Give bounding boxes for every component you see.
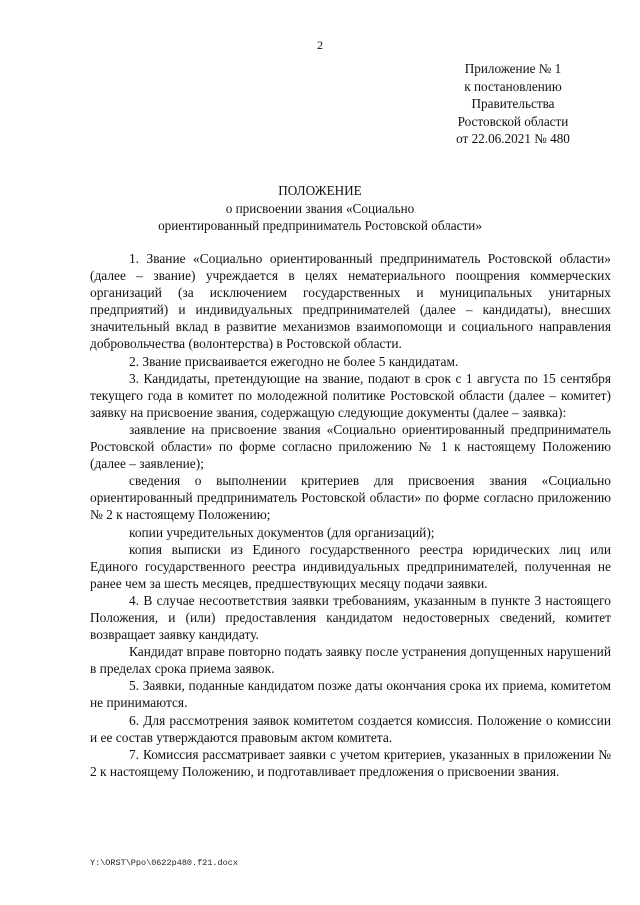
paragraph: 3. Кандидаты, претендующие на звание, подают в срок с 1 августа по 15 сентября текущего года в комитет по молодежной политике Ростовской области (далее – комитет) заявку на присвоение звания, содержащую следующие документы (далее – заявка): (90, 370, 611, 420)
title-line: о присвоении звания «Социально (225, 200, 415, 216)
annex-line: Ростовской области (457, 113, 569, 129)
document-title (0, 182, 640, 235)
paragraph: 4. В случае несоответствия заявки требованиям, указанным в пункте 3 настоящего Положения, и (или) предоставления кандидатом недостоверных сведений, комитет возвращает заявку кандидату. (90, 592, 611, 643)
annex-line: от 22.06.2021 № 480 (456, 131, 570, 146)
paragraph: копия выписки из Единого государственного реестра юридических лиц или Единого государственного реестра индивидуальных предпринимателей, полученная не ранее чем за шесть месяцев, предшествующих месяцу подачи заявки. (90, 541, 611, 591)
file-path-footer: Y:\ORST\Ppo\0622p480.f21.docx (90, 858, 238, 868)
annex-block (438, 60, 588, 148)
annex-line: Приложение № 1 (464, 61, 562, 76)
document-body (90, 250, 611, 780)
page-number: 2 (317, 38, 323, 52)
annex-line: Правительства (471, 96, 555, 111)
annex-line: к постановлению (464, 78, 562, 94)
paragraph: сведения о выполнении критериев для присвоения звания «Социально ориентированный предприниматель Ростовской области» по форме согласно приложению № 2 к настоящему Положению; (90, 473, 611, 523)
title-line: ориентированный предприниматель Ростовской области» (158, 218, 482, 233)
paragraph: 6. Для рассмотрения заявок комитетом создается комиссия. Положение о комиссии и ее состав утверждаются правовым актом комитета. (90, 712, 611, 745)
paragraph: копии учредительных документов (для организаций); (129, 524, 435, 540)
paragraph: заявление на присвоение звания «Социально ориентированный предприниматель Ростовской области» по форме согласно приложению № 1 к настоящему Положению (далее – заявление); (90, 421, 611, 472)
paragraph: Кандидат вправе повторно подать заявку после устранения допущенных нарушений в пределах срока приема заявок. (90, 644, 611, 677)
paragraph: 5. Заявки, поданные кандидатом позже даты окончания срока их приема, комитетом не принимаются. (90, 678, 611, 711)
paragraph: 1. Звание «Социально ориентированный предприниматель Ростовской области» (далее – звание) учреждается в целях нематериального поощрения коммерческих организаций (за исключением государственных и муниципальных унитарных предприятий) и индивидуальных предпринимателей (далее – кандидаты), внесших значительный вклад в развитие механизмов взаимопомощи и социального направления добровольчества (волонтерства) в Ростовской области. (90, 251, 611, 352)
paragraph: 2. Звание присваивается ежегодно не более 5 кандидатам. (129, 353, 459, 369)
paragraph: 7. Комиссия рассматривает заявки с учетом критериев, указанных в приложении № 2 к настоящему Положению, и подготавливает предложения о присвоении звания. (90, 746, 611, 779)
title-heading: ПОЛОЖЕНИЕ (278, 183, 362, 198)
